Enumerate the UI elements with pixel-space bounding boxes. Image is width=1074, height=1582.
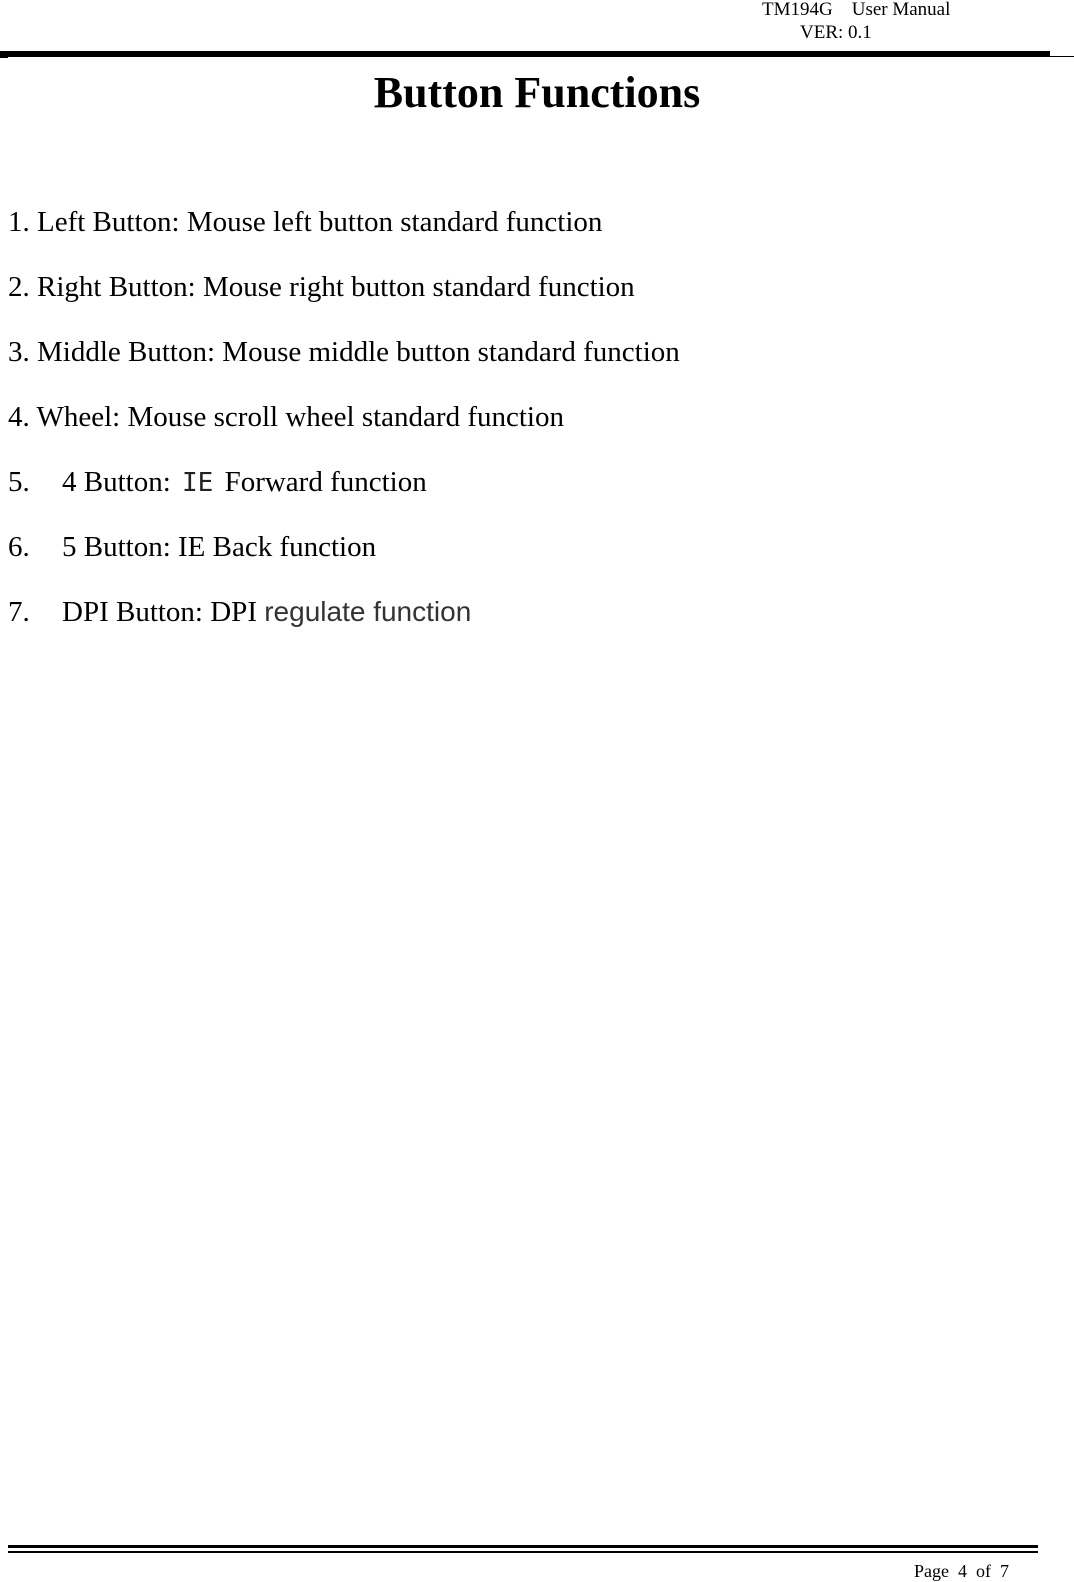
- item-number: 5.: [8, 466, 30, 498]
- list-item: [8, 590, 680, 655]
- item-number: 1.: [8, 206, 30, 238]
- footer-rule: [8, 1551, 1038, 1553]
- list-item: [8, 460, 680, 525]
- item-number: 4.: [8, 401, 30, 433]
- header-rule-tick: [0, 56, 8, 58]
- item-text: Right Button: Mouse right button standard function: [29, 271, 635, 303]
- list-item: [8, 525, 680, 590]
- footer-rule: [8, 1545, 1038, 1548]
- item-text: 5 Button: IE Back function: [62, 531, 377, 563]
- item-text: Middle Button: Mouse middle button standard function: [29, 336, 680, 368]
- button-function-list: [8, 200, 680, 655]
- item-number: 7.: [8, 596, 30, 628]
- header-doc-title: TM194G User Manual: [762, 0, 951, 20]
- item-text: Left Button: Mouse left button standard function: [29, 206, 603, 238]
- page-title: Button Functions: [373, 68, 701, 117]
- item-text-ie: IE: [182, 468, 214, 498]
- page-number: Page 4 of 7: [914, 1561, 1009, 1581]
- item-text: DPI Button: DPI: [62, 596, 265, 628]
- list-item: [8, 330, 680, 395]
- list-item: [8, 395, 680, 460]
- header-rule-extension: [1050, 56, 1074, 57]
- item-number: 3.: [8, 336, 30, 368]
- header-rule: [0, 51, 1050, 57]
- item-number: 2.: [8, 271, 30, 303]
- item-text: 4 Button:: [62, 466, 179, 498]
- item-text: Forward function: [217, 466, 427, 498]
- item-number: 6.: [8, 531, 30, 563]
- list-item: [8, 200, 680, 265]
- item-text: Wheel: Mouse scroll wheel standard function: [29, 401, 564, 433]
- list-item: [8, 265, 680, 330]
- item-text-sans: regulate function: [264, 596, 472, 627]
- header-version: VER: 0.1: [800, 22, 872, 43]
